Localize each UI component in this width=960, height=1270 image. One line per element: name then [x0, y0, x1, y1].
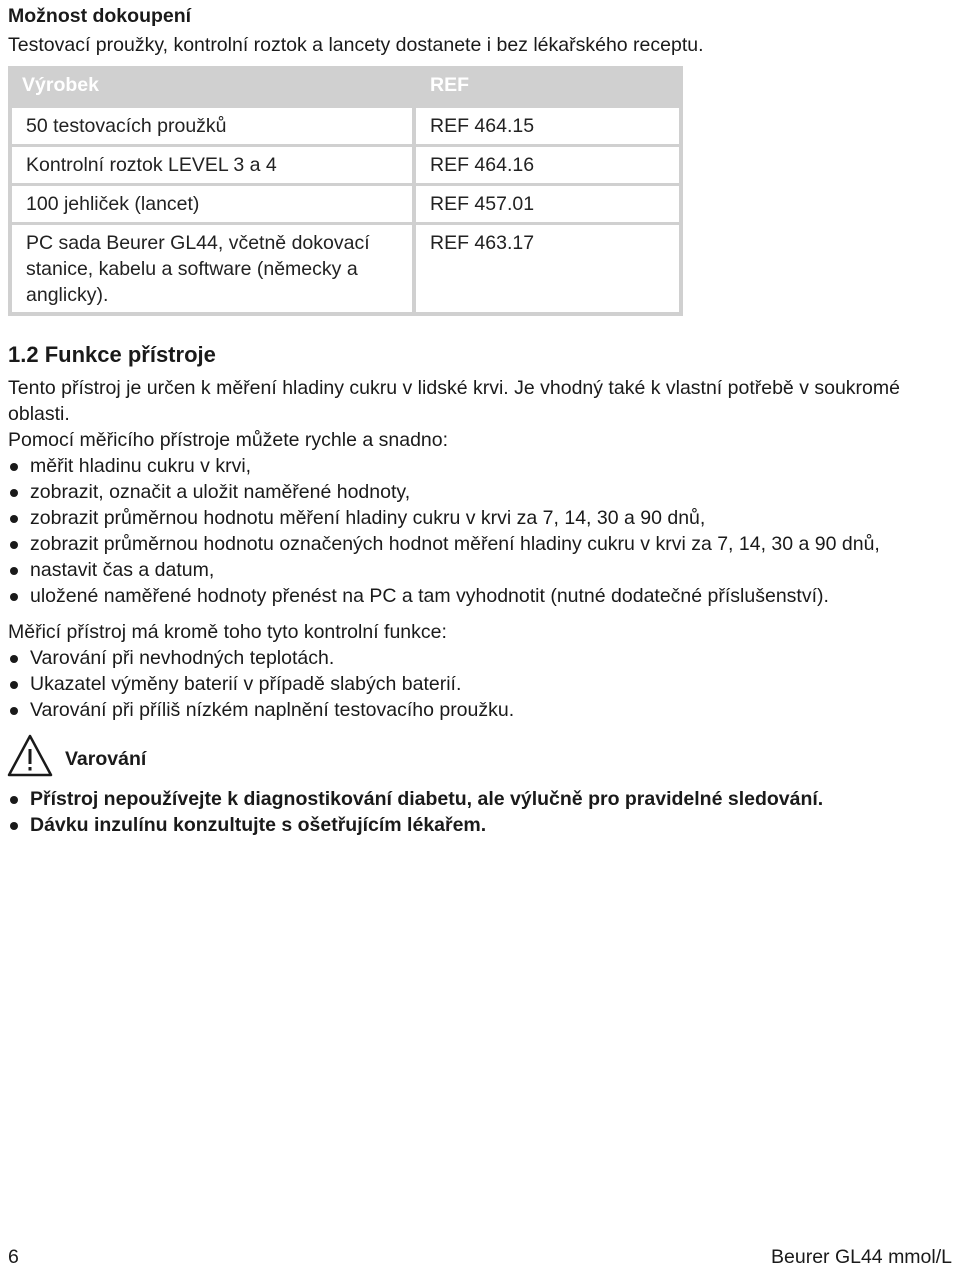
list-item: Dávku inzulínu konzultujte s ošetřujícím lékařem. [8, 812, 948, 838]
table-cell-product: 50 testovacích proužků [12, 108, 412, 144]
product-table [8, 66, 683, 316]
table-cell-ref: REF 463.17 [416, 225, 679, 312]
list-item: Ukazatel výměny baterií v případě slabých baterií. [8, 671, 948, 697]
table-cell-ref: REF 464.15 [416, 108, 679, 144]
table-cell-ref: REF 457.01 [416, 186, 679, 222]
warning-list [8, 786, 948, 838]
feature-list [8, 453, 958, 609]
list-item: uložené naměřené hodnoty přenést na PC a tam vyhodnotit (nutné dodatečné příslušenství). [8, 583, 958, 609]
table-header-ref: REF [416, 66, 683, 104]
control-list [8, 645, 948, 723]
purchase-intro: Testovací proužky, kontrolní roztok a lancety dostanete i bez lékařského receptu. [8, 34, 704, 56]
purchase-heading: Možnost dokoupení [8, 5, 192, 27]
page-number: 6 [8, 1246, 19, 1268]
table-cell-product: PC sada Beurer GL44, včetně dokovací stanice, kabelu a software (německy a anglicky). [12, 225, 412, 312]
list-item: nastavit čas a datum, [8, 557, 958, 583]
table-cell-ref: REF 464.16 [416, 147, 679, 183]
control-intro: Měřicí přístroj má kromě toho tyto kontrolní funkce: [8, 621, 447, 643]
table-cell-product: 100 jehliček (lancet) [12, 186, 412, 222]
list-item: zobrazit průměrnou hodnotu označených hodnot měření hladiny cukru v krvi za 7, 14, 30 a 90 dnů, [8, 531, 958, 557]
warning-title: Varování [65, 748, 147, 770]
section-paragraph: Tento přístroj je určen k měření hladiny cukru v lidské krvi. Je vhodný také k vlastní potřebě v soukromé oblasti. [8, 377, 900, 425]
product-name: Beurer GL44 mmol/L [771, 1246, 952, 1268]
list-item: Varování při nevhodných teplotách. [8, 645, 948, 671]
section-title: 1.2 Funkce přístroje [8, 342, 216, 367]
list-item: měřit hladinu cukru v krvi, [8, 453, 958, 479]
list-item: Přístroj nepoužívejte k diagnostikování diabetu, ale výlučně pro pravidelné sledování. [8, 786, 948, 812]
list-item: zobrazit, označit a uložit naměřené hodnoty, [8, 479, 958, 505]
warning-icon [6, 733, 54, 779]
list-item: zobrazit průměrnou hodnotu měření hladiny cukru v krvi za 7, 14, 30 a 90 dnů, [8, 505, 958, 531]
list-item: Varování při příliš nízkém naplnění testovacího proužku. [8, 697, 948, 723]
list-intro: Pomocí měřicího přístroje můžete rychle a snadno: [8, 429, 449, 451]
table-header-product: Výrobek [8, 66, 412, 104]
table-cell-product: Kontrolní roztok LEVEL 3 a 4 [12, 147, 412, 183]
